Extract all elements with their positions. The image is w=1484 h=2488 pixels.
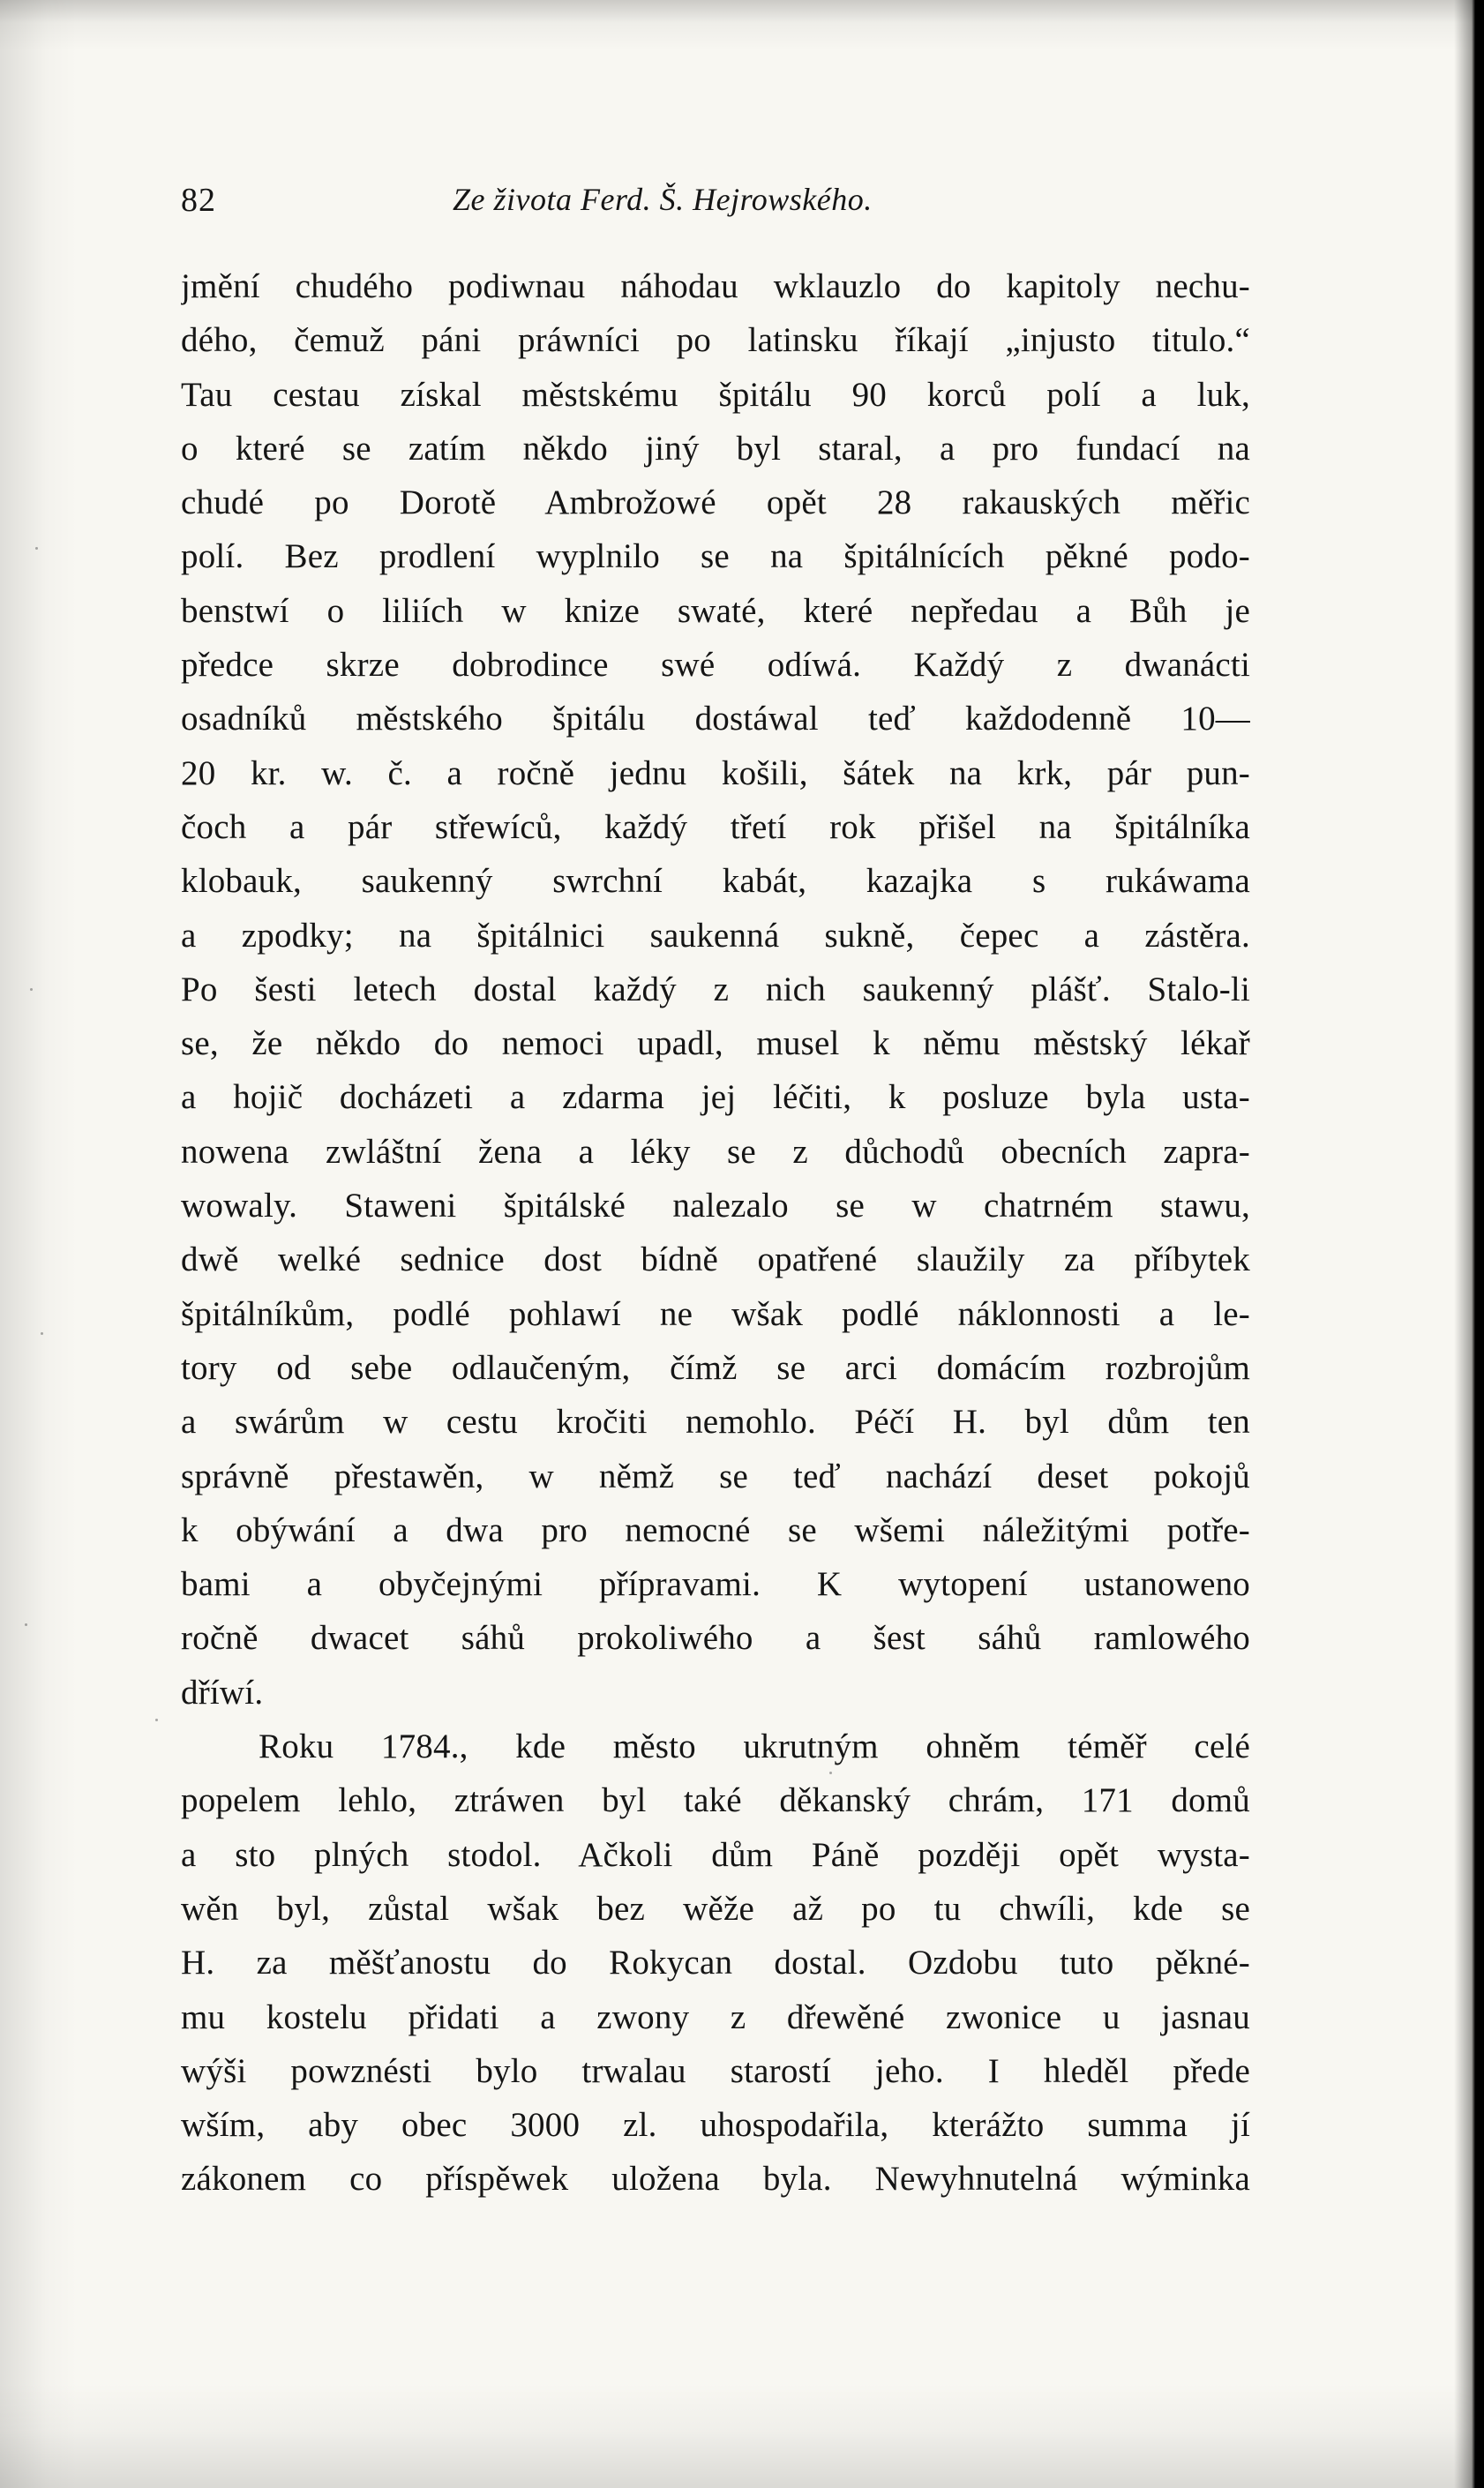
- text-line: nowena zwláštní žena a léky se z důchodů obecních zapra-: [181, 1132, 1250, 1171]
- text-line: benstwí o liliích w knize swaté, které nepředau a Bůh je: [181, 591, 1250, 630]
- text-line: a hojič docházeti a zdarma jej léčiti, k posluze byla usta-: [181, 1078, 1250, 1117]
- text-line: o které se zatím někdo jiný byl staral, a pro fundací na: [181, 429, 1250, 468]
- text-line: správně přestawěn, w němž se teď nachází deset pokojů: [181, 1457, 1250, 1495]
- text-line-paragraph-end: dříwí.: [181, 1673, 264, 1712]
- text-line: polí. Bez prodlení wyplnilo se na špitálnících pěkné podo-: [181, 537, 1250, 576]
- scan-edge-left: [0, 0, 78, 2488]
- text-line: wším, aby obec 3000 zl. uhospodařila, kterážto summa jí: [181, 2106, 1250, 2145]
- text-line: klobauk, saukenný swrchní kabát, kazajka s rukáwama: [181, 862, 1250, 901]
- scan-edge-right: [1454, 0, 1484, 2488]
- scan-edge-bottom: [0, 2382, 1484, 2488]
- text-line: jmění chudého podiwnau náhodau wklauzlo do kapitoly nechu-: [181, 267, 1250, 305]
- text-line: a zpodky; na špitálnici saukenná sukně, čepec a zástěra.: [181, 916, 1250, 955]
- text-line: čoch a pár střewíců, každý třetí rok přišel na špitálníka: [181, 807, 1250, 846]
- text-line: se, že někdo do nemoci upadl, musel k němu městský lékař: [181, 1024, 1250, 1063]
- text-line-paragraph-start: Roku 1784., kde město ukrutným ohněm téměř celé: [259, 1727, 1250, 1766]
- text-line: dwě welké sednice dost bídně opatřené slaužily za příbytek: [181, 1240, 1250, 1279]
- text-line: tory od sebe odlaučeným, čímž se arci domácím rozbrojům: [181, 1348, 1250, 1387]
- text-line: bami a obyčejnými přípravami. K wytopení ustanoweno: [181, 1565, 1250, 1604]
- text-line: popelem lehlo, ztráwen byl také děkanský chrám, 171 domů: [181, 1781, 1250, 1820]
- text-line: ročně dwacet sáhů prokoliwého a šest sáhů ramlowého: [181, 1619, 1250, 1658]
- text-line: H. za měšťanostu do Rokycan dostal. Ozdobu tuto pěkné-: [181, 1944, 1250, 1982]
- text-line: wowaly. Staweni špitálské nalezalo se w chatrném stawu,: [181, 1187, 1250, 1225]
- text-line: dého, čemuž páni práwníci po latinsku říkají „injusto titulo.“: [181, 321, 1250, 360]
- text-line: wýši powznésti bylo trwalau starostí jeho. I hleděl přede: [181, 2051, 1250, 2090]
- scan-speck: [35, 547, 38, 550]
- scan-edge-top: [0, 0, 1484, 51]
- text-line: osadníků městského špitálu dostáwal teď každodenně 10—: [181, 700, 1250, 738]
- page-number: 82: [181, 182, 216, 219]
- text-line: 20 kr. w. č. a ročně jednu košili, šátek na krk, pár pun-: [181, 753, 1250, 792]
- scan-speck: [25, 1623, 27, 1626]
- scan-speck: [155, 1719, 158, 1721]
- page-header: [181, 181, 1250, 234]
- text-line: k obýwání a dwa pro nemocné se wšemi náležitými potře-: [181, 1510, 1250, 1549]
- text-line: zákonem co příspěwek uložena byla. Newyhnutelná wýminka: [181, 2160, 1250, 2199]
- running-title: Ze života Ferd. Š. Hejrowského.: [453, 182, 873, 217]
- text-line: Po šesti letech dostal každý z nich saukenný plášť. Stalo-li: [181, 970, 1250, 1008]
- text-line: špitálníkům, podlé pohlawí ne wšak podlé náklonnosti a le-: [181, 1294, 1250, 1333]
- body-text: [181, 259, 1250, 2207]
- text-line: wěn byl, zůstal wšak bez wěže až po tu chwíli, kde se: [181, 1889, 1250, 1928]
- text-line: a sto plných stodol. Ačkoli dům Páně později opět wysta-: [181, 1835, 1250, 1874]
- text-line: předce skrze dobrodince swé odíwá. Každý z dwanácti: [181, 646, 1250, 685]
- scan-speck: [30, 988, 33, 991]
- text-line: Tau cestau získal městskému špitálu 90 korců polí a luk,: [181, 375, 1250, 414]
- text-line: chudé po Dorotě Ambrožowé opět 28 rakauských měřic: [181, 483, 1250, 522]
- scan-speck: [41, 1332, 43, 1335]
- text-line: a swárům w cestu kročiti nemohlo. Péčí H. byl dům ten: [181, 1403, 1250, 1442]
- text-line: mu kostelu přidati a zwony z dřewěné zwonice u jasnau: [181, 1997, 1250, 2036]
